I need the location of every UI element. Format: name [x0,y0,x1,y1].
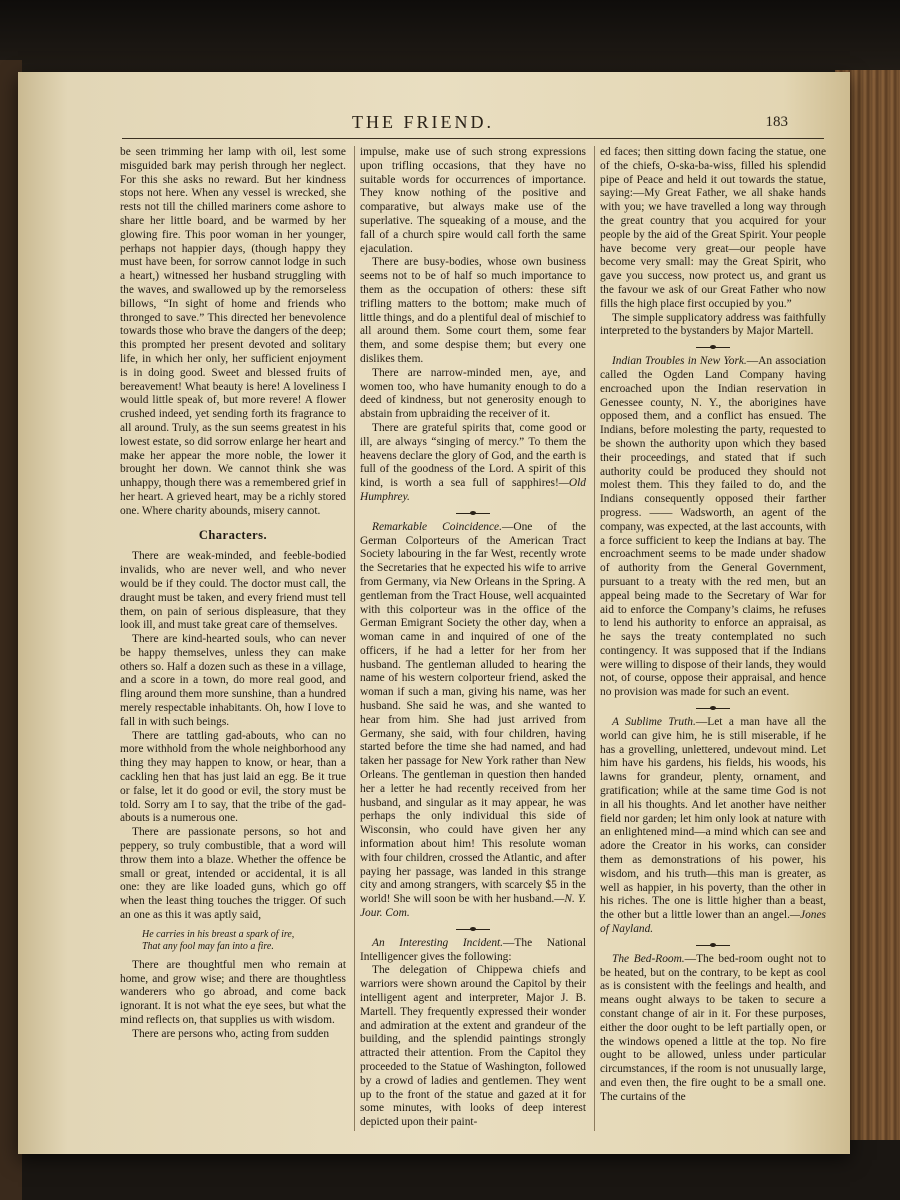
paragraph: impulse, make use of such strong expressions upon trifling occasions, that they have no suitable words for occurrences of importance. They know nothing of the positive and comparative, but always make use of the superlative. The squeaking of a mouse, and the fall of a church spire would call forth the same ejaculation. [360,146,586,255]
column-rule [354,146,355,1131]
article [360,937,586,965]
paragraph: There are tattling gad-abouts, who can no more withhold from the whole neighborhood any thing they may happen to know, or hear, than a cackling hen that has just laid an egg. Be it true or false, let it do good or evil, the story must be told. Sorry am I to say, that the tribe of the gad-abouts is a numerous one. [120,729,346,825]
article [600,716,826,937]
section-separator [696,708,730,709]
column-1 [120,146,346,1131]
section-separator [696,945,730,946]
article [600,355,826,700]
paragraph: There are busy-bodies, whose own business seems not to be of half so much importance to them as the occupation of others: these sift trifling matters to the bottom; make much of little things, and do a plentiful deal of mischief to all around them. Some court them, some fear them, and some despise them; but every one dislikes them. [360,256,586,365]
paragraph: be seen trimming her lamp with oil, lest some misguided bark may perish through her neglect. For this she asks no reward. But her kindness stops not here. When any vessel is wrecked, she rests not till the chilled mariners come ashore to share her little board, and be warmed by her glowing fire. This poor woman in her younger, perhaps not happier days, (though happy they must have been, for sorrow cannot lodge in such a heart,) witnessed her husband struggling with the waves, and swallowed up by the remorseless billows, “In sight of home and friends who thronged to save.” This directed her benevolence towards those who brave the dangers of the deep; this prompted her present devoted and solitary life, in which her only, her sufficient enjoyment is in doing good. Sweet and blessed fruits of bereavement! What beauty is here! A loveliness I would little speak of, but more revere! A flower crushed indeed, yet sending forth its fragrance to all around. Truly, as the sun seems greatest in his lowest estate, so did sorrow enlarge her heart and make her appear the more noble, the lower it brought her down. We cannot think she was unhappy, though there was a remembered grief in her heart. A grieved heart, may be a richly stored one. Where charity abounds, misery cannot. [120,146,346,517]
section-separator [456,513,490,514]
column-3 [600,146,826,1131]
article-text: —One of the German Colporteurs of the American Tract Society labouring in the far West, recently wrote the Secretaries that he expected his wife to arrive from Germany, via New Orleans in the Spring. A gentleman from the Tract House, well acquainted with this colporteur was in the office of the German Emigrant Society the other day, when a woman came in and inquired of one of the officers, if he had a letter for her from her husband. The gentleman alluded to hearing the name of his western colporteur friend, asked the woman if such a man, giving his name, was her husband. She said he was, and she wanted to hear from him. She had just arrived from Germany, she said, with four children, having started before the time she had named, and had taken her passage for New York rather than New Orleans. The gentleman in question then handed her a letter he had recently received from her husband, and singular as it may appear, he was perhaps the only individual this side of Wisconsin, who could have given her any information about him! This resolute woman with four children, crossed the Atlantic, and after paying her passage, was landed in this strange city and among strangers, with scarcely $5 in the world! She will soon be with her husband. [360,520,586,906]
paragraph: The simple supplicatory address was faithfully interpreted to the bystanders by Major Martell. [600,311,826,338]
book-page [18,72,850,1154]
page-number: 183 [765,114,788,130]
attribution: —Jones of Nayland. [600,909,826,936]
article-text: —The bed-room ought not to be heated, but on the contrary, to be kept as cool as is consistent with the feelings and health, and means ought always to be taken to secure a constant change of air in it. For these purposes, either the door ought to be left partially open, or the windows opened a little at the top. No fire ought to be allowed, unless under particular circumstances, if the room is not unusually large, and even then, the fire ought to be a small one. The curtains of the [600,952,826,1103]
paragraph [360,422,586,505]
attribution: —Old Humphrey. [360,477,586,503]
article-title: Remarkable Coincidence. [372,520,502,533]
article-title: An Interesting Incident. [372,936,504,949]
verse-line: That any fool may fan into a fire. [142,940,274,952]
article-text: —An association called the Ogden Land Company having encroached upon the Indian reservation in Genessee county, N. Y., the aborigines have opposed them, and a conflict has ensued. The Indians, before molesting the party, requested to be shown the authority upon which they based their proceedings, and stated that if such authority could be produced they should not molest them. This they failed to do, and the Indians consequently opposed their farther progress. —— Wadsworth, an agent of the company, was expected, at the last accounts, with a force sufficient to keep the Indians at bay. The encroachment seems to be made under shadow of authority from the General Government, pursuant to a treaty with the red men, but an appeal being made to the Secretary of War for aid to enforce the Company’s claims, he refuses to lend his authority to enforce an appraisal, as he says the treaty contemplated no such contingency. It was supposed that if the Indians were willing to dispose of their lands, they would not, of course, oppose their appraisal, and hence no provision was made for such an event. [600,355,826,699]
paragraph: There are kind-hearted souls, who can never be happy themselves, unless they can make others so. Half a dozen such as these in a village, and a score in a town, do more real good, and fling around them more sunshine, than a hundred merely respectable inhabitants. Oh, how I love to fall in with such beings. [120,633,346,728]
verse-line: He carries in his breast a spark of ire, [142,928,295,940]
article-title: The Bed-Room. [612,952,685,965]
paragraph: There are thoughtful men who remain at home, and grow wise; and there are thoughtless wanderers who go abroad, and come back ignorant. It is not what the eye sees, but what the mind reflects on, that supplies us with wisdom. [120,958,346,1027]
verse-quote [142,929,346,953]
section-heading: Characters. [198,527,268,542]
attribution: —N. Y. Jour. Com. [360,893,586,920]
running-title: THE FRIEND. [352,112,494,132]
article [360,521,586,921]
article-text: —The National Intelligencer gives the following: [360,936,586,963]
header-rule [122,138,824,139]
article-title: A Sublime Truth. [612,716,696,729]
column-2 [360,146,586,1131]
section-separator [696,347,730,348]
article-text: —Let a man have all the world can give him, he is still miserable, if he has a grovelling, unlettered, undevout mind. Let him have his gardens, his fields, his woods, his lawns for grandeur, plenty, ornament, and gratification; while at the same time God is not in all his thoughts. And let another have neither field nor garden; let him only look at nature with an enlightened mind—a mind which can see and adore the Creator in his works, can consider them as demonstrations of his power, his wisdom, and his truth—this man is greater, as well as happier, in his poverty, than the other in his riches. The one is little higher than a beast, the other but a little lower than an angel. [600,716,826,922]
paragraph: There are persons who, acting from sudden [132,1027,330,1040]
paragraph-text: There are grateful spirits that, come good or ill, are always “singing of mercy.” To them the heavens declare the glory of God, and the earth is full of the goodness of the Lord. A spirit of this kind, is worth a sea full of sapphires! [360,421,586,490]
paragraph: ed faces; then sitting down facing the statue, one of the chiefs, O-ska-ba-wiss, filled his splendid pipe of Peace and held it out towards the statue, saying:—My Great Father, we all shake hands with you; we have travelled a long way through the great country that you acquired for your people by the aid of the Great Spirit. Your people have become very great—our people have become very small: may the Great Spirit, who gave you success, now protect us, and grant us the favour we ask of our Great Father who now fills the high place first occupied by you.” [600,146,826,310]
paragraph: There are narrow-minded men, aye, and women too, who have humanity enough to do a deed of kindness, but not generosity enough to abstain from upbraiding the receiver of it. [360,366,586,421]
article-title: Indian Troubles in New York. [612,355,747,368]
section-separator [456,929,490,930]
article [600,953,826,1105]
paragraph: There are weak-minded, and feeble-bodied invalids, who are never well, and who never would be if they could. The doctor must call, the draught must be taken, and every friend must tell them, on pain of serious displeasure, that they look ill, and must take great care of themselves. [120,550,346,632]
paragraph: There are passionate persons, so hot and peppery, so truly combustible, that a word will throw them into a blaze. Whether the offence be small or great, intended or accidental, it is all one: they are like loaded guns, which go off when the least thing touches the trigger. Of such an one as this it was aptly said, [120,826,346,922]
column-rule [594,146,595,1131]
paragraph: The delegation of Chippewa chiefs and warriors were shown around the Capitol by their intelligent agent and interpreter, Major J. B. Martell. They frequently expressed their wonder and admiration at the extent and grandeur of the building, and the splendid paintings strongly attracted their attention. From the Capitol they proceeded to the Statue of Washington, followed by a crowd of ladies and gentlemen. They went up to the front of the statue and gazed at it for some minutes, with looks of deep interest depicted upon their paint- [360,964,586,1129]
